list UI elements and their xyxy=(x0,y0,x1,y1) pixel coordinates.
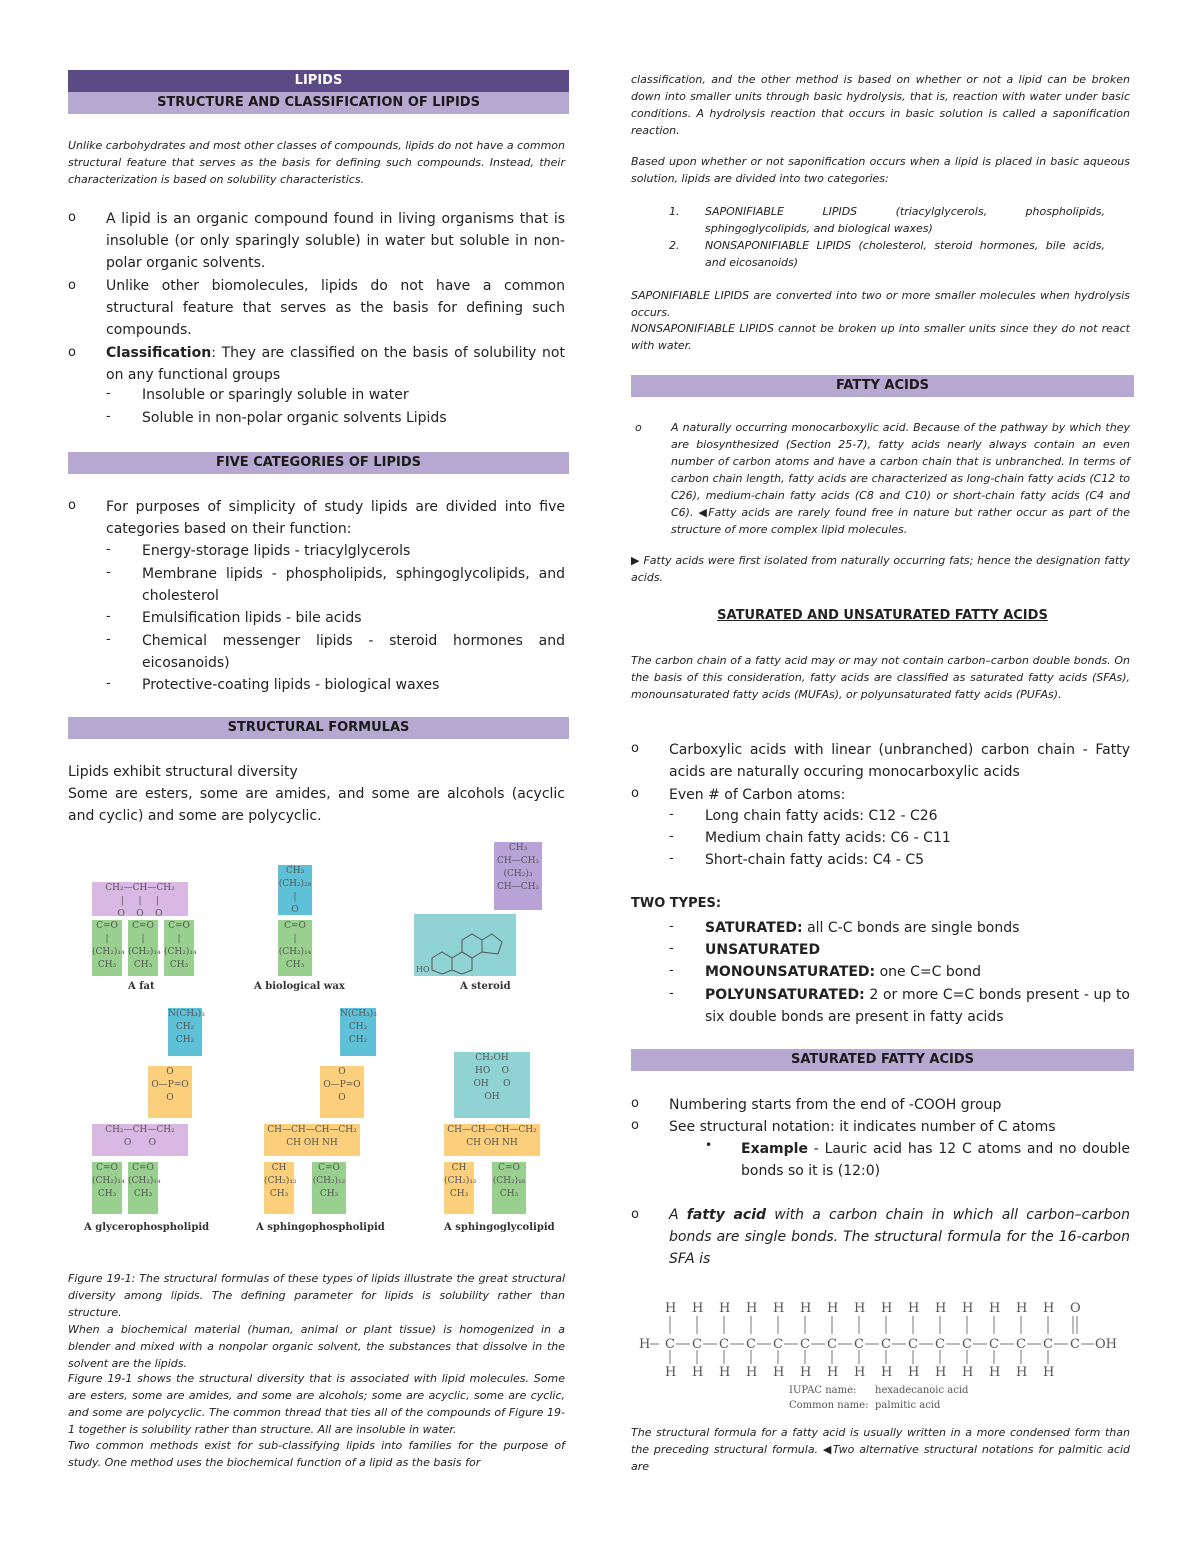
category-item: Protective-coating lipids - biological waxes xyxy=(142,677,440,693)
two-types-heading: TWO TYPES: xyxy=(631,896,722,911)
wax-alcohol-box: CH₃ (CH₂)₂₈ | O xyxy=(278,866,312,915)
phosphate-box: O O—P=O O xyxy=(148,1066,192,1118)
fat-acyl-box: C=O | (CH₂)₁₄ CH₃ xyxy=(164,920,194,976)
category-item: Energy-storage lipids - triacylglycerols xyxy=(142,543,411,559)
figure-label: A sphingoglycolipid xyxy=(444,1222,555,1233)
dash-icon: - xyxy=(669,807,674,822)
atom-h: H xyxy=(908,1301,920,1316)
bullet-icon: o xyxy=(631,741,639,756)
based-upon-paragraph: Based upon whether or not saponification occurs when a lipid is placed in basic aqueous solution, lipids are divided into two categories: xyxy=(631,155,1130,185)
atom-c: C xyxy=(800,1337,810,1352)
bullet-icon: o xyxy=(631,1207,639,1222)
common-label: Common name: xyxy=(789,1400,869,1411)
atom-h: H xyxy=(800,1365,812,1380)
sphingosine-tail-box: CH (CH₂)₁₂ CH₃ xyxy=(444,1162,474,1214)
atom-c: C xyxy=(719,1337,729,1352)
fatty-acids-band: FATTY ACIDS xyxy=(631,375,1134,397)
classification-continued-paragraph: classification, and the other method is based on whether or not a lipid can be broken down into smaller units through basic hydrolysis, that is, reaction with water under basic conditions. A hydrolysis reaction that occurs in basic solution is called a saponification reaction. xyxy=(631,73,1130,137)
filled-bullet-icon: • xyxy=(705,1138,713,1152)
atom-o: O xyxy=(1070,1301,1081,1316)
type-item xyxy=(705,917,1130,939)
list-number: 2. xyxy=(669,239,680,252)
type-text: 2 or more C=C bonds present - up to six double bonds are present in fatty acids xyxy=(705,987,1130,1025)
atom-h: H xyxy=(854,1301,866,1316)
glycerol-box: CH₂—CH—CH₂ O O xyxy=(92,1124,188,1156)
sugar-ring-box: CH₂OH HO O OH O OH xyxy=(454,1052,530,1118)
atom-h: H xyxy=(692,1365,704,1380)
sfa-pre: A xyxy=(669,1207,687,1223)
carbon-atoms-item: Even # of Carbon atoms: xyxy=(669,787,846,803)
atom-c: C xyxy=(908,1337,918,1352)
svg-text:HO: HO xyxy=(416,965,430,974)
atom-h: H xyxy=(962,1301,974,1316)
saturated-fatty-acids-band: SATURATED FATTY ACIDS xyxy=(631,1049,1134,1071)
figure-label: A steroid xyxy=(460,981,511,992)
atom-h: H xyxy=(1043,1365,1055,1380)
atom-c: C xyxy=(692,1337,702,1352)
figure-label: A glycerophospholipid xyxy=(84,1222,210,1233)
fatty-acid-note: ▶ Fatty acids were first isolated from naturally occurring fats; hence the designation fatty acids. xyxy=(631,554,1130,584)
dash-icon: - xyxy=(669,851,674,866)
bullet-icon: o xyxy=(68,278,76,293)
bullet-icon: o xyxy=(68,210,76,225)
classification-sub-item: Soluble in non-polar organic solvents Lipids xyxy=(142,410,447,426)
atom-c: C xyxy=(989,1337,999,1352)
saturated-unsaturated-heading: SATURATED AND UNSATURATED FATTY ACIDS xyxy=(717,608,1048,623)
methods-paragraph: Two common methods exist for sub-classifying lipids into families for the purpose of study. One method uses the biochemical function of a lipid as the basis for xyxy=(68,1439,565,1469)
atom-h: H xyxy=(773,1301,785,1316)
atom-c: C xyxy=(962,1337,972,1352)
atom-h: H xyxy=(962,1365,974,1380)
list-number: 1. xyxy=(669,205,680,218)
atom-h: H xyxy=(692,1301,704,1316)
saturated-item: Numbering starts from the end of -COOH group xyxy=(669,1097,1002,1113)
acyl-box: C=O (CH₂)₁₄ CH₃ xyxy=(128,1162,158,1214)
atom-c: C xyxy=(881,1337,891,1352)
structural-diversity-paragraph: Some are esters, some are amides, and some are alcohols (acyclic and cyclic) and some are polycyclic. xyxy=(68,786,565,824)
figure-label: A sphingophospholipid xyxy=(256,1222,385,1233)
atom-c: C xyxy=(773,1337,783,1352)
bullet-icon: o xyxy=(635,421,642,434)
type-text: all C-C bonds are single bonds xyxy=(802,920,1020,936)
atom-c: C xyxy=(1043,1337,1053,1352)
bullet-icon: o xyxy=(68,345,76,360)
numbered-item: NONSAPONIFIABLE LIPIDS (cholesterol, steroid hormones, bile acids, and eicosanoids) xyxy=(705,239,1105,269)
bullet-item: Unlike other biomolecules, lipids do not have a common structural feature that serves as the basis for defining such compounds. xyxy=(106,278,565,338)
lipids-title-band: LIPIDS xyxy=(68,70,569,92)
type-item xyxy=(705,961,1130,983)
steroid-rings-icon xyxy=(414,914,516,976)
fat-acyl-box: C=O | (CH₂)₁₄ CH₃ xyxy=(92,920,122,976)
example-text: - Lauric acid has 12 C atoms and no double bonds so it is (12:0) xyxy=(741,1141,1130,1179)
type-text: one C=C bond xyxy=(875,964,982,980)
condensed-form-paragraph: The structural formula for a fatty acid is usually written in a more condensed form than the preceding structural formula. ◀Two alternative structural notations for palmitic acid are xyxy=(631,1426,1130,1473)
type-item xyxy=(705,984,1130,1028)
dash-icon: - xyxy=(106,676,111,691)
example-label: Example xyxy=(741,1141,808,1157)
saturated-list xyxy=(631,1094,1130,1184)
bullet-icon: o xyxy=(631,786,639,801)
atom-c: C xyxy=(665,1337,675,1352)
atom-h: H xyxy=(746,1365,758,1380)
atom-h: H xyxy=(854,1365,866,1380)
classification-text: : They are classified on the basis of solubility not on any functional groups xyxy=(106,345,565,383)
structure-classification-band: STRUCTURE AND CLASSIFICATION OF LIPIDS xyxy=(68,92,569,114)
steroid-sidechain-box: CH₃ CH—CH₃ (CH₂)₃ CH—CH₃ xyxy=(494,842,542,910)
chain-item: Medium chain fatty acids: C6 - C11 xyxy=(705,830,951,846)
choline-box: N(CH₃)₃ CH₂ CH₂ xyxy=(340,1008,376,1056)
atom-h: H xyxy=(719,1365,731,1380)
chain-item: Short-chain fatty acids: C4 - C5 xyxy=(705,852,925,868)
dash-icon: - xyxy=(669,941,674,956)
dash-icon: - xyxy=(106,409,111,424)
dash-icon: - xyxy=(669,919,674,934)
nonsaponifiable-definition: NONSAPONIFIABLE LIPIDS cannot be broken up into smaller units since they do not react with water. xyxy=(631,322,1130,352)
five-categories-band: FIVE CATEGORIES OF LIPIDS xyxy=(68,452,569,474)
atom-c: C xyxy=(746,1337,756,1352)
choline-box: N(CH₃)₃ CH₂ CH₂ xyxy=(168,1008,202,1056)
dash-icon: - xyxy=(106,565,111,580)
wax-acyl-box: C=O | (CH₂)₁₄ CH₃ xyxy=(278,920,312,976)
atom-h: H xyxy=(1016,1365,1028,1380)
figure-label: A biological wax xyxy=(254,981,345,992)
saponifiable-definition: SAPONIFIABLE LIPIDS are converted into two or more smaller molecules when hydrolysis occurs. xyxy=(631,289,1130,319)
palmitic-acid-structure xyxy=(639,1298,1119,1414)
atom-h: H xyxy=(935,1301,947,1316)
atom-c: C xyxy=(827,1337,837,1352)
type-label: UNSATURATED xyxy=(705,942,821,958)
atom-oh: OH xyxy=(1095,1337,1117,1352)
atom-h: H xyxy=(881,1301,893,1316)
atom-c: C xyxy=(935,1337,945,1352)
atom-h: H xyxy=(989,1301,1001,1316)
carboxylic-list xyxy=(631,739,1130,879)
type-label: SATURATED: xyxy=(705,920,803,936)
atom-c: C xyxy=(1016,1337,1026,1352)
atom-c: C xyxy=(1070,1337,1080,1352)
saturated-item: See structural notation: it indicates number of C atoms xyxy=(669,1119,1056,1135)
phosphate-box: O O—P=O O xyxy=(320,1066,364,1118)
atom-h: H xyxy=(881,1365,893,1380)
example-item xyxy=(741,1138,1130,1182)
atom-h: H xyxy=(665,1301,677,1316)
category-item: Chemical messenger lipids - steroid hormones and eicosanoids) xyxy=(142,633,565,671)
sfa-post: with a carbon chain in which all carbon–carbon bonds are single bonds. The structural formula for the 16-carbon SFA is xyxy=(669,1207,1130,1267)
atom-h: H xyxy=(908,1365,920,1380)
sphingosine-tail-box: CH (CH₂)₁₂ CH₃ xyxy=(264,1162,294,1214)
type-label: MONOUNSATURATED: xyxy=(705,964,876,980)
structural-diversity-line: Lipids exhibit structural diversity xyxy=(68,764,298,780)
bullet-item: A lipid is an organic compound found in living organisms that is insoluble (or only sparingly soluble) in water but soluble in non-polar organic solvents. xyxy=(106,211,565,271)
atom-h: H xyxy=(639,1337,651,1352)
fatty-acid-definition: A naturally occurring monocarboxylic acid. Because of the pathway by which they are biosynthesized (Section 25-7), fatty acids nearly always contain an even number of carbon atoms and have a carbon chain that is unbranched. In terms of carbon chain length, fatty acids are characterized as long-chain fatty acids (C12 to C26), medium-chain fatty acids (C8 and C10) or short-chain fatty acids (C4 and C6). ◀Fatty acids are rarely found free in nature but rather occur as part of the structure of more complex lipid molecules. xyxy=(671,421,1130,536)
atom-h: H xyxy=(746,1301,758,1316)
type-label: POLYUNSATURATED: xyxy=(705,987,865,1003)
atom-h: H xyxy=(1016,1301,1028,1316)
bullet-icon: o xyxy=(68,498,76,513)
carboxylic-item: Carboxylic acids with linear (unbranched) carbon chain - Fatty acids are naturally occuring monocarboxylic acids xyxy=(669,742,1130,780)
dash-icon: - xyxy=(106,632,111,647)
saponification-numbered-list xyxy=(631,203,1130,273)
iupac-value: hexadecanoic acid xyxy=(875,1385,969,1396)
atom-h: H xyxy=(665,1365,677,1380)
atom-h: H xyxy=(800,1301,812,1316)
classification-item xyxy=(106,342,565,386)
fat-glycerol-box: CH₂—CH—CH₂ | | | O O O xyxy=(92,882,188,916)
five-intro: For purposes of simplicity of study lipids are divided into five categories based on their function: xyxy=(106,499,565,537)
lipid-bullet-list xyxy=(68,208,565,448)
figure-label: A fat xyxy=(128,981,155,992)
type-item xyxy=(705,939,1130,961)
classification-sub-item: Insoluble or sparingly soluble in water xyxy=(142,387,409,403)
structural-formulas-band: STRUCTURAL FORMULAS xyxy=(68,717,569,739)
types-list xyxy=(631,917,1130,1027)
diversity-paragraph: Figure 19-1 shows the structural diversity that is associated with lipid molecules. Some are esters, some are amides, and some are alcohols; some are acyclic, some are cyclic, and some are polycyclic. The common thread that ties all of the compounds of Figure 19-1 together is solubility rather than structure. All are insoluble in water. xyxy=(68,1372,565,1436)
steroid-ring-box xyxy=(414,914,516,976)
intro-paragraph: Unlike carbohydrates and most other classes of compounds, lipids do not have a common structural feature that serves as the basis for defining such compounds. Instead, their characterization is based on solubility characteristics. xyxy=(68,139,565,186)
acyl-box: C=O (CH₂)₁₆ CH₃ xyxy=(492,1162,526,1214)
sphingosine-box: CH—CH—CH—CH₂ CH OH NH xyxy=(264,1124,360,1156)
numbered-item: SAPONIFIABLE LIPIDS (triacylglycerols, phospholipids, sphingoglycolipids, and biological waxes) xyxy=(705,205,1105,235)
dash-icon: - xyxy=(106,609,111,624)
chain-item: Long chain fatty acids: C12 - C26 xyxy=(705,808,938,824)
atom-h: H xyxy=(827,1365,839,1380)
atom-h: H xyxy=(773,1365,785,1380)
saturated-unsaturated-paragraph: The carbon chain of a fatty acid may or may not contain carbon–carbon double bonds. On the basis of this consideration, fatty acids are classified as saturated fatty acids (SFAs), monounsaturated fatty acids (MUFAs), or polyunsaturated fatty acids (PUFAs). xyxy=(631,654,1130,701)
homogenize-paragraph: When a biochemical material (human, animal or plant tissue) is homogenized in a blender and mixed with a nonpolar organic solvent, the substances that dissolve in the solvent are the lipids. xyxy=(68,1323,565,1370)
sfa-definition xyxy=(669,1204,1130,1270)
common-value: palmitic acid xyxy=(875,1400,941,1411)
category-item: Membrane lipids - phospholipids, sphingoglycolipids, and cholesterol xyxy=(142,566,565,604)
acyl-box: C=O (CH₂)₁₄ CH₃ xyxy=(92,1162,122,1214)
category-item: Emulsification lipids - bile acids xyxy=(142,610,362,626)
atom-h: H xyxy=(1043,1301,1055,1316)
atom-c: C xyxy=(854,1337,864,1352)
dash-icon: - xyxy=(669,986,674,1001)
five-categories-list xyxy=(68,496,565,696)
classification-label: Classification xyxy=(106,345,212,361)
iupac-label: IUPAC name: xyxy=(789,1385,857,1396)
acyl-box: C=O (CH₂)₁₂ CH₃ xyxy=(312,1162,346,1214)
lipid-structures-figure xyxy=(68,840,569,1240)
sphingosine-box: CH—CH—CH—CH₂ CH OH NH xyxy=(444,1124,540,1156)
atom-h: H xyxy=(989,1365,1001,1380)
bullet-icon: o xyxy=(631,1096,639,1111)
figure-caption: Figure 19-1: The structural formulas of these types of lipids illustrate the great structural diversity among lipids. The defining parameter for lipids is solubility rather than structure. xyxy=(68,1272,565,1319)
atom-h: H xyxy=(935,1365,947,1380)
bullet-icon: o xyxy=(631,1118,639,1133)
sfa-bold: fatty acid xyxy=(686,1207,767,1223)
dash-icon: - xyxy=(106,386,111,401)
dash-icon: - xyxy=(106,542,111,557)
atom-h: H xyxy=(827,1301,839,1316)
fat-acyl-box: C=O | (CH₂)₁₄ CH₃ xyxy=(128,920,158,976)
dash-icon: - xyxy=(669,963,674,978)
atom-h: H xyxy=(719,1301,731,1316)
dash-icon: - xyxy=(669,829,674,844)
